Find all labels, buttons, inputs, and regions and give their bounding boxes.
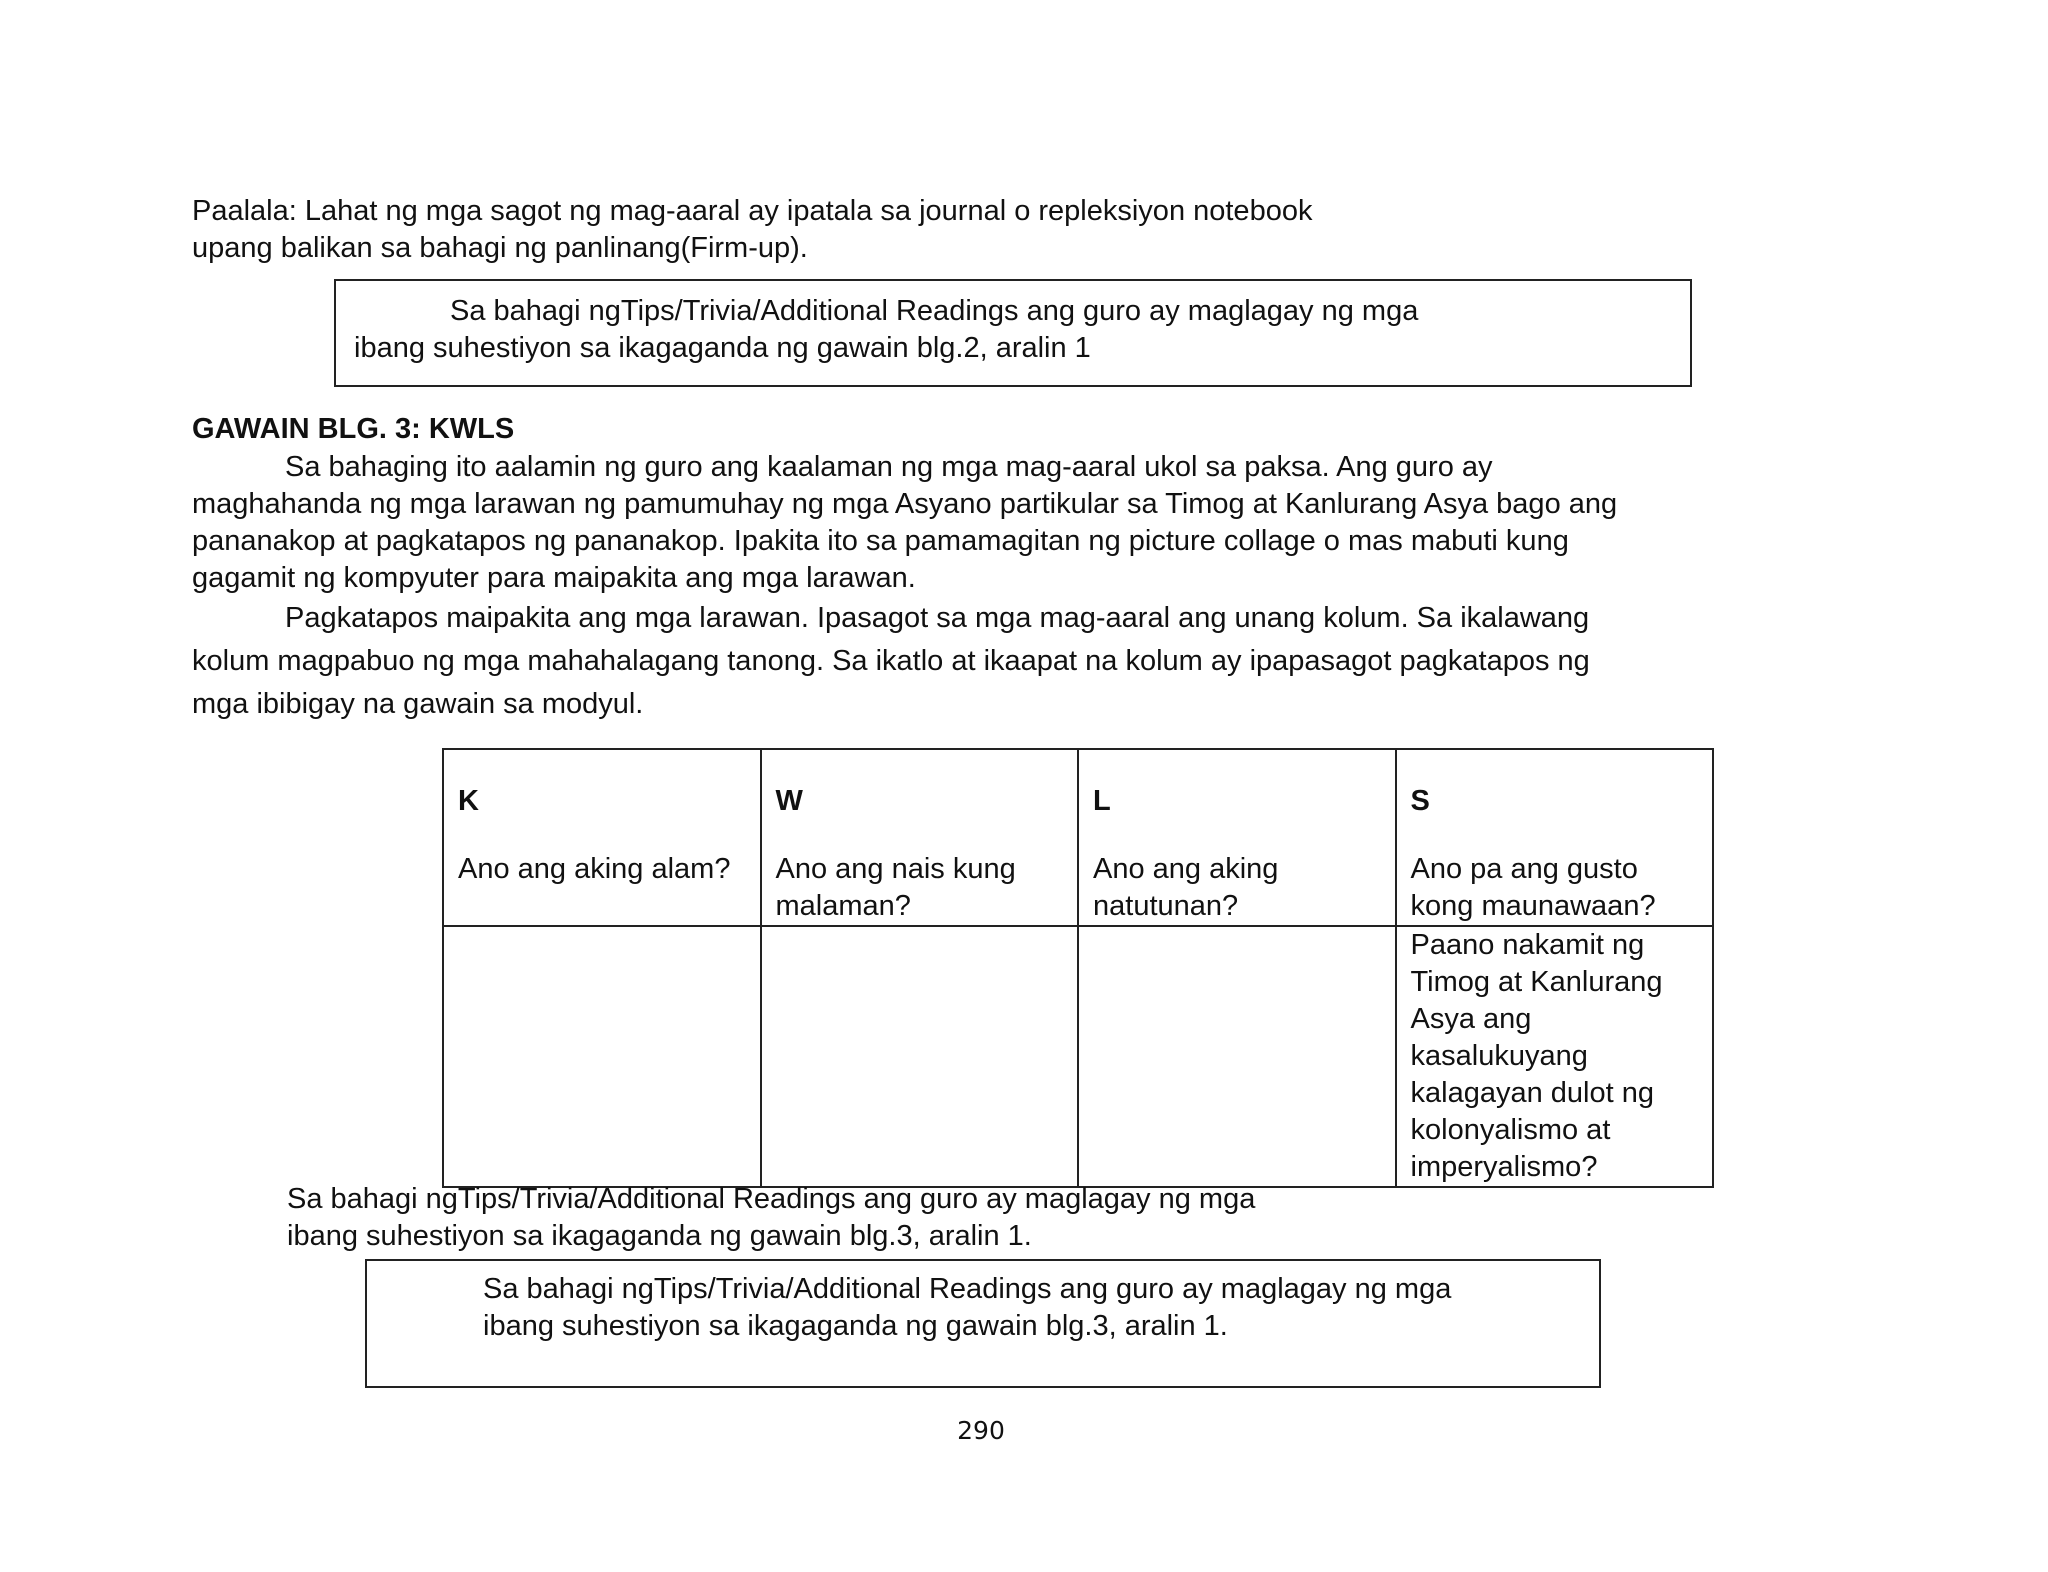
reminder-line-1: Paalala: Lahat ng mga sagot ng mag-aaral ay ipatala sa journal o repleksiyon notebook xyxy=(192,195,1313,227)
after-table-line-1: Sa bahagi ngTips/Trivia/Additional Readings ang guro ay maglagay ng mga xyxy=(287,1183,1256,1215)
paragraph-1-line-4: gagamit ng kompyuter para maipakita ang mga larawan. xyxy=(192,562,916,594)
tips-box-1-line-1: Sa bahagi ngTips/Trivia/Additional Readings ang guro ay maglagay ng mga xyxy=(450,295,1419,327)
kwls-answer-w xyxy=(761,926,1079,1187)
paragraph-2-line-2: kolum magpabuo ng mga mahahalagang tanong. Sa ikatlo at ikaapat na kolum ay ipapasagot pagkatapos ng xyxy=(192,645,1590,677)
tips-box-activity-2 xyxy=(334,279,1692,387)
paragraph-1-line-1: Sa bahaging ito aalamin ng guro ang kaalaman ng mga mag-aaral ukol sa paksa. Ang guro ay xyxy=(285,451,1493,483)
kwls-header-k xyxy=(443,749,761,926)
tips-box-2-line-2: ibang suhestiyon sa ikagaganda ng gawain blg.3, aralin 1. xyxy=(483,1310,1228,1342)
kwls-header-l xyxy=(1078,749,1396,926)
kwls-answer-row xyxy=(443,926,1713,1187)
kwls-header-w xyxy=(761,749,1079,926)
reminder-line-2: upang balikan sa bahagi ng panlinang(Firm-up). xyxy=(192,232,808,264)
tips-box-2-line-1: Sa bahagi ngTips/Trivia/Additional Readings ang guro ay maglagay ng mga xyxy=(483,1273,1452,1305)
kwls-answer-k xyxy=(443,926,761,1187)
paragraph-2-line-1: Pagkatapos maipakita ang mga larawan. Ipasagot sa mga mag-aaral ang unang kolum. Sa ikalawang xyxy=(285,602,1590,634)
column-label-k: K xyxy=(458,785,479,817)
kwls-answer-s: Paano nakamit ng Timog at Kanlurang Asya ang kasalukuyang kalagayan dulot ng kolonyalismo at imperyalismo? xyxy=(1396,926,1714,1187)
reminder-note xyxy=(192,193,1692,267)
kwls-header-s xyxy=(1396,749,1714,926)
section-heading: GAWAIN BLG. 3: KWLS xyxy=(192,413,515,445)
kwls-table xyxy=(442,748,1714,1188)
page-number: 290 xyxy=(957,1416,1005,1445)
column-label-w: W xyxy=(775,785,803,817)
after-table-note xyxy=(287,1181,1255,1255)
column-label-s: S xyxy=(1410,785,1430,817)
column-question-k: Ano ang aking alam? xyxy=(458,853,731,885)
tips-box-activity-3 xyxy=(365,1259,1601,1388)
paragraph-1-line-2: maghahanda ng mga larawan ng pamumuhay ng mga Asyano partikular sa Timog at Kanlurang Asya bago ang xyxy=(192,488,1618,520)
column-question-s: Ano pa ang gusto kong maunawaan? xyxy=(1410,853,1656,922)
section-body xyxy=(192,449,1812,726)
kwls-answer-l xyxy=(1078,926,1396,1187)
paragraph-2-line-3: mga ibibigay na gawain sa modyul. xyxy=(192,688,644,720)
tips-box-1-line-2: ibang suhestiyon sa ikagaganda ng gawain blg.2, aralin 1 xyxy=(354,332,1091,364)
column-label-l: L xyxy=(1093,785,1111,817)
column-question-w: Ano ang nais kung malaman? xyxy=(775,853,1016,922)
kwls-header-row xyxy=(443,749,1713,926)
paragraph-1-line-3: pananakop at pagkatapos ng pananakop. Ipakita ito sa pamamagitan ng picture collage o mas mabuti kung xyxy=(192,525,1569,557)
column-question-l: Ano ang aking natutunan? xyxy=(1093,853,1279,922)
after-table-line-2: ibang suhestiyon sa ikagaganda ng gawain blg.3, aralin 1. xyxy=(287,1220,1032,1252)
